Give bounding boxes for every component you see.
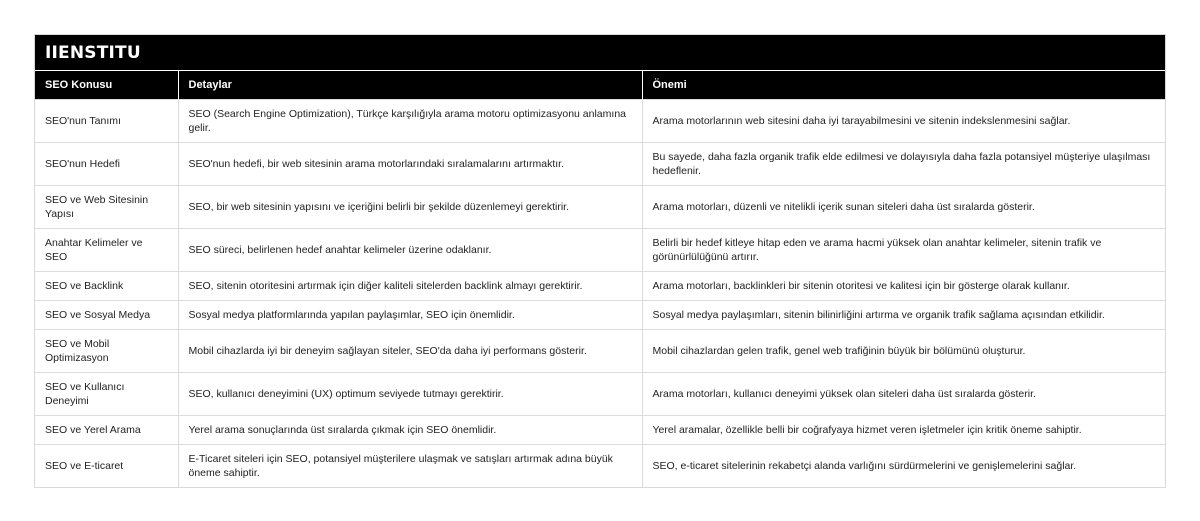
cell-importance: Yerel aramalar, özellikle belli bir coğrafyaya hizmet veren işletmeler için kritik öneme sahiptir. bbox=[642, 416, 1165, 445]
cell-topic: SEO ve Sosyal Medya bbox=[35, 301, 178, 330]
table-row bbox=[35, 100, 1165, 143]
table-header bbox=[35, 71, 1165, 100]
table-row bbox=[35, 416, 1165, 445]
cell-details: SEO (Search Engine Optimization), Türkçe karşılığıyla arama motoru optimizasyonu anlamına gelir. bbox=[178, 100, 642, 143]
cell-details: SEO süreci, belirlenen hedef anahtar kelimeler üzerine odaklanır. bbox=[178, 229, 642, 272]
cell-topic: SEO ve E-ticaret bbox=[35, 445, 178, 488]
cell-topic: SEO ve Web Sitesinin Yapısı bbox=[35, 186, 178, 229]
cell-details: Sosyal medya platformlarında yapılan paylaşımlar, SEO için önemlidir. bbox=[178, 301, 642, 330]
cell-details: SEO, sitenin otoritesini artırmak için diğer kaliteli sitelerden backlink almayı gerektirir. bbox=[178, 272, 642, 301]
cell-importance: Arama motorlarının web sitesini daha iyi tarayabilmesini ve sitenin indekslenmesini sağlar. bbox=[642, 100, 1165, 143]
seo-table bbox=[35, 70, 1165, 487]
cell-topic: SEO ve Mobil Optimizasyon bbox=[35, 330, 178, 373]
table-row bbox=[35, 229, 1165, 272]
table-body bbox=[35, 100, 1165, 488]
cell-details: Mobil cihazlarda iyi bir deneyim sağlayan siteler, SEO'da daha iyi performans gösterir. bbox=[178, 330, 642, 373]
cell-importance: Arama motorları, kullanıcı deneyimi yüksek olan siteleri daha üst sıralarda gösterir. bbox=[642, 373, 1165, 416]
brand-logo-text: IIENSTITU bbox=[45, 42, 141, 63]
table-row bbox=[35, 186, 1165, 229]
table-row bbox=[35, 143, 1165, 186]
cell-details: SEO, bir web sitesinin yapısını ve içeriğini belirli bir şekilde düzenlemeyi gerektirir. bbox=[178, 186, 642, 229]
cell-topic: SEO ve Yerel Arama bbox=[35, 416, 178, 445]
seo-table-card bbox=[34, 34, 1166, 488]
cell-importance: Bu sayede, daha fazla organik trafik elde edilmesi ve dolayısıyla daha fazla potansiyel müşteriye ulaşılması hedeflenir. bbox=[642, 143, 1165, 186]
cell-importance: Arama motorları, düzenli ve nitelikli içerik sunan siteleri daha üst sıralarda gösterir. bbox=[642, 186, 1165, 229]
cell-details: E-Ticaret siteleri için SEO, potansiyel müşterilere ulaşmak ve satışları artırmak adına büyük öneme sahiptir. bbox=[178, 445, 642, 488]
cell-details: SEO, kullanıcı deneyimini (UX) optimum seviyede tutmayı gerektirir. bbox=[178, 373, 642, 416]
cell-details: SEO'nun hedefi, bir web sitesinin arama motorlarındaki sıralamalarını artırmaktır. bbox=[178, 143, 642, 186]
cell-topic: SEO ve Kullanıcı Deneyimi bbox=[35, 373, 178, 416]
cell-importance: Mobil cihazlardan gelen trafik, genel web trafiğinin büyük bir bölümünü oluşturur. bbox=[642, 330, 1165, 373]
brand-header bbox=[35, 35, 1165, 70]
cell-topic: SEO ve Backlink bbox=[35, 272, 178, 301]
column-header-details: Detaylar bbox=[178, 71, 642, 100]
cell-details: Yerel arama sonuçlarında üst sıralarda çıkmak için SEO önemlidir. bbox=[178, 416, 642, 445]
table-row bbox=[35, 301, 1165, 330]
cell-topic: SEO'nun Hedefi bbox=[35, 143, 178, 186]
cell-topic: Anahtar Kelimeler ve SEO bbox=[35, 229, 178, 272]
table-row bbox=[35, 330, 1165, 373]
cell-importance: Belirli bir hedef kitleye hitap eden ve arama hacmi yüksek olan anahtar kelimeler, sitenin trafik ve görünürlülüğünü artırır. bbox=[642, 229, 1165, 272]
table-row bbox=[35, 373, 1165, 416]
column-header-topic: SEO Konusu bbox=[35, 71, 178, 100]
table-row bbox=[35, 272, 1165, 301]
cell-importance: Arama motorları, backlinkleri bir sitenin otoritesi ve kalitesi için bir gösterge olarak kullanır. bbox=[642, 272, 1165, 301]
cell-importance: Sosyal medya paylaşımları, sitenin bilinirliğini artırma ve organik trafik sağlama açısından etkilidir. bbox=[642, 301, 1165, 330]
cell-topic: SEO'nun Tanımı bbox=[35, 100, 178, 143]
cell-importance: SEO, e-ticaret sitelerinin rekabetçi alanda varlığını sürdürmelerini ve genişlemelerini sağlar. bbox=[642, 445, 1165, 488]
table-row bbox=[35, 445, 1165, 488]
column-header-importance: Önemi bbox=[642, 71, 1165, 100]
